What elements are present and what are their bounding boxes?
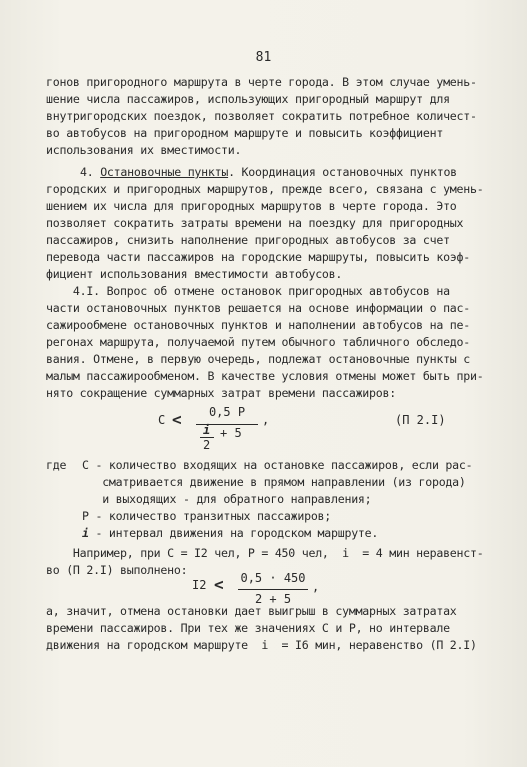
page-number: 81 bbox=[255, 50, 272, 65]
section-number: 4. bbox=[80, 165, 101, 179]
formula-denominator-div: 2 bbox=[203, 438, 211, 452]
text-line: городских и пригородных маршрутов, прежде всего, связана с умень- bbox=[46, 182, 484, 196]
formula-comma: , bbox=[312, 580, 320, 594]
where-var: C bbox=[82, 458, 89, 472]
formula-sign: < bbox=[172, 410, 182, 429]
text-line: регонах маршрута, получаемой путем обычного табличного обследо- bbox=[46, 335, 470, 349]
formula-sign: < bbox=[214, 575, 224, 594]
text-line: а, значит, отмена остановки дает выигрыш в суммарных затратах bbox=[46, 604, 457, 618]
where-item bbox=[82, 508, 331, 524]
where-item bbox=[82, 474, 466, 490]
where-var: i bbox=[82, 526, 89, 540]
text-line: использования их вместимости. bbox=[46, 143, 242, 157]
text-line: нято сокращение суммарных затрат времени пассажиров: bbox=[46, 386, 396, 400]
text-line: 4.I. Вопрос об отмене остановок пригородных автобусов на bbox=[46, 284, 450, 298]
text-line: во автобусов на пригородном маршруте и повысить коэффициент bbox=[46, 126, 444, 140]
fraction-line bbox=[238, 589, 308, 590]
where-desc: - интервал движения на городском маршруте. bbox=[88, 526, 379, 540]
where-item bbox=[82, 491, 371, 507]
text-line: внутригородских поездок, позволяет сократить потребное количест- bbox=[46, 109, 477, 123]
section-heading-line bbox=[80, 164, 457, 180]
where-desc: - количество входящих на остановке пассажиров, если рас- bbox=[88, 458, 473, 472]
section-heading-rest: . Координация остановочных пунктов bbox=[228, 165, 457, 179]
text-line: малым пассажирообменом. В качестве условия отмены может быть при- bbox=[46, 369, 484, 383]
text-line: перевода части пассажиров на городские маршруты, повысить коэф- bbox=[46, 250, 470, 264]
where-var: P bbox=[82, 509, 89, 523]
formula-lhs: C bbox=[158, 413, 166, 427]
formula-reference: (П 2.I) bbox=[395, 413, 446, 427]
text-line: сажирообмене остановочных пунктов и наполнении автобусов на пе- bbox=[46, 318, 470, 332]
text-line: шение числа пассажиров, использующих пригородный маршрут для bbox=[46, 92, 450, 106]
text-line: движения на городском маршруте i = I6 мин, неравенство (П 2.I) bbox=[46, 638, 477, 652]
text-line: времени пассажиров. При тех же значениях C и P, но интервале bbox=[46, 621, 450, 635]
text-line: гонов пригородного маршрута в черте города. В этом случае умень- bbox=[46, 75, 477, 89]
where-desc: - количество транзитных пассажиров; bbox=[88, 509, 332, 523]
formula-numerator: 0,5 · 450 bbox=[240, 571, 306, 585]
text-line: вания. Отмене, в первую очередь, подлежат остановочные пункты с bbox=[46, 352, 470, 366]
formula-comma: , bbox=[262, 413, 270, 427]
section-title: Остановочные пункты bbox=[100, 165, 229, 179]
formula-plus: + 5 bbox=[220, 426, 242, 440]
text-line: Например, при C = I2 чел, P = 450 чел, i = 4 мин неравенст- bbox=[46, 546, 484, 560]
text-line: позволяет сократить затраты времени на поездку для пригородных bbox=[46, 216, 464, 230]
formula-denominator-var: i bbox=[203, 423, 211, 437]
where-item bbox=[82, 525, 378, 541]
where-desc: сматривается движение в прямом направлении (из города) bbox=[82, 475, 466, 489]
formula-numerator: 0,5 P bbox=[208, 405, 246, 419]
where-desc: и выходящих - для обратного направления; bbox=[82, 492, 372, 506]
text-line: пассажиров, снизить наполнение пригородных автобусов за счет bbox=[46, 233, 450, 247]
formula-denominator: 2 + 5 bbox=[254, 592, 292, 606]
where-label: где bbox=[46, 458, 67, 472]
text-line: части остановочных пунктов решается на основе информации о пас- bbox=[46, 301, 470, 315]
text-line: во (П 2.I) выполнено: bbox=[46, 563, 188, 577]
formula-lhs: I2 bbox=[192, 578, 207, 592]
where-item bbox=[82, 457, 472, 473]
text-line: фициент использования вместимости автобусов. bbox=[46, 267, 343, 281]
text-line: шением их числа для пригородных маршрутов в черте города. Это bbox=[46, 199, 457, 213]
